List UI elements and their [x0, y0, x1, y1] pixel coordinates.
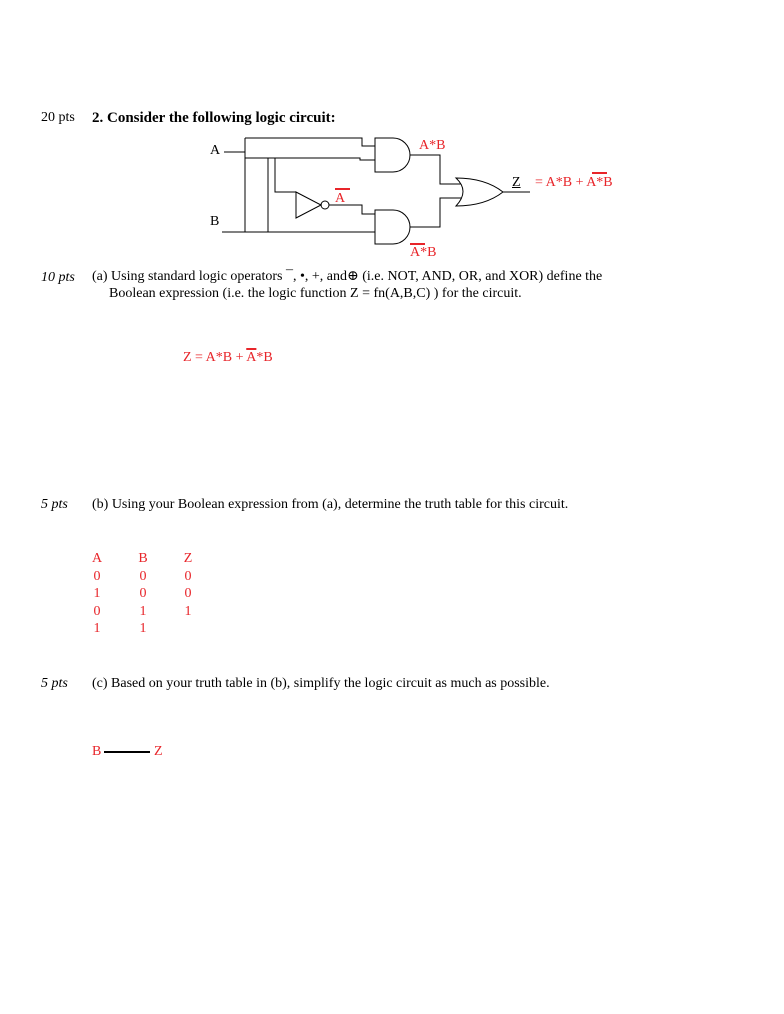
part-a-line1: (a) Using standard logic operators ¯, •, +, and⊕ (i.e. NOT, AND, OR, and XOR) define the [92, 269, 603, 284]
truth-table-cell: 1 [93, 586, 101, 601]
truth-table-col-b [136, 550, 150, 638]
truth-table-cell: 0 [93, 568, 101, 584]
input-a-label: A [210, 143, 221, 158]
part-a-line2: Boolean expression (i.e. the logic function Z = fn(A,B,C) ) for the circuit. [109, 286, 522, 301]
input-b-label: B [210, 214, 220, 229]
wire-b-to-top-and [268, 158, 375, 232]
wire-a-top-and [245, 138, 375, 146]
part-c-points: 5 pts [41, 676, 68, 691]
part-a-points: 10 pts [41, 270, 75, 285]
truth-table-cell: 1 [139, 621, 147, 636]
truth-table-cell: 0 [93, 603, 101, 619]
truth-table-cell: 0 [184, 586, 192, 601]
simplified-input-label: B [92, 744, 102, 759]
question-points: 20 pts [41, 110, 75, 125]
part-b-text: (b) Using your Boolean expression from (a), determine the truth table for this circuit. [92, 497, 569, 512]
truth-table-cell: 1 [139, 603, 147, 619]
part-a-answer-prefix: Z = A*B + [183, 350, 247, 365]
truth-table-cell: 0 [139, 586, 147, 601]
truth-table-col-a [90, 550, 104, 638]
wire-a-top-stub [224, 138, 245, 152]
output-z-label: Z [512, 175, 521, 190]
part-a-answer-bar: $\overline{A}$ [246, 350, 257, 365]
truth-table-cell: 0 [139, 568, 147, 584]
and-gate-top [375, 138, 410, 172]
or-gate [456, 178, 503, 206]
not-gate-bubble [321, 201, 329, 209]
wire-and-bottom-out [410, 198, 461, 227]
and-gate-bottom [375, 210, 410, 244]
not-gate [296, 192, 321, 218]
wire-a-to-not [245, 158, 296, 192]
part-b-points: 5 pts [41, 497, 68, 512]
not-output-label: A [335, 191, 346, 206]
truth-table-cell: 1 [93, 621, 101, 636]
truth-table-header-z: Z [183, 551, 193, 566]
truth-table-cell: 0 [184, 568, 192, 584]
part-a-answer [183, 350, 273, 366]
truth-table-col-z [181, 550, 195, 620]
question-title: 2. Consider the following logic circuit: [92, 110, 336, 126]
simplified-output-label: Z [154, 744, 163, 759]
truth-table-cell: 1 [184, 603, 192, 619]
truth-table-header-b: B [138, 551, 148, 566]
and-bottom-label: A*B [410, 245, 437, 260]
and-top-label: A*B [419, 138, 446, 153]
part-a-answer-suffix: *B [256, 350, 273, 365]
wire-a-input [224, 152, 245, 232]
output-expression: = A*B + A*B [535, 175, 613, 190]
wire-and-top-out [410, 155, 461, 184]
part-c-text: (c) Based on your truth table in (b), simplify the logic circuit as much as possible. [92, 676, 550, 691]
truth-table-header-a: A [91, 551, 103, 566]
